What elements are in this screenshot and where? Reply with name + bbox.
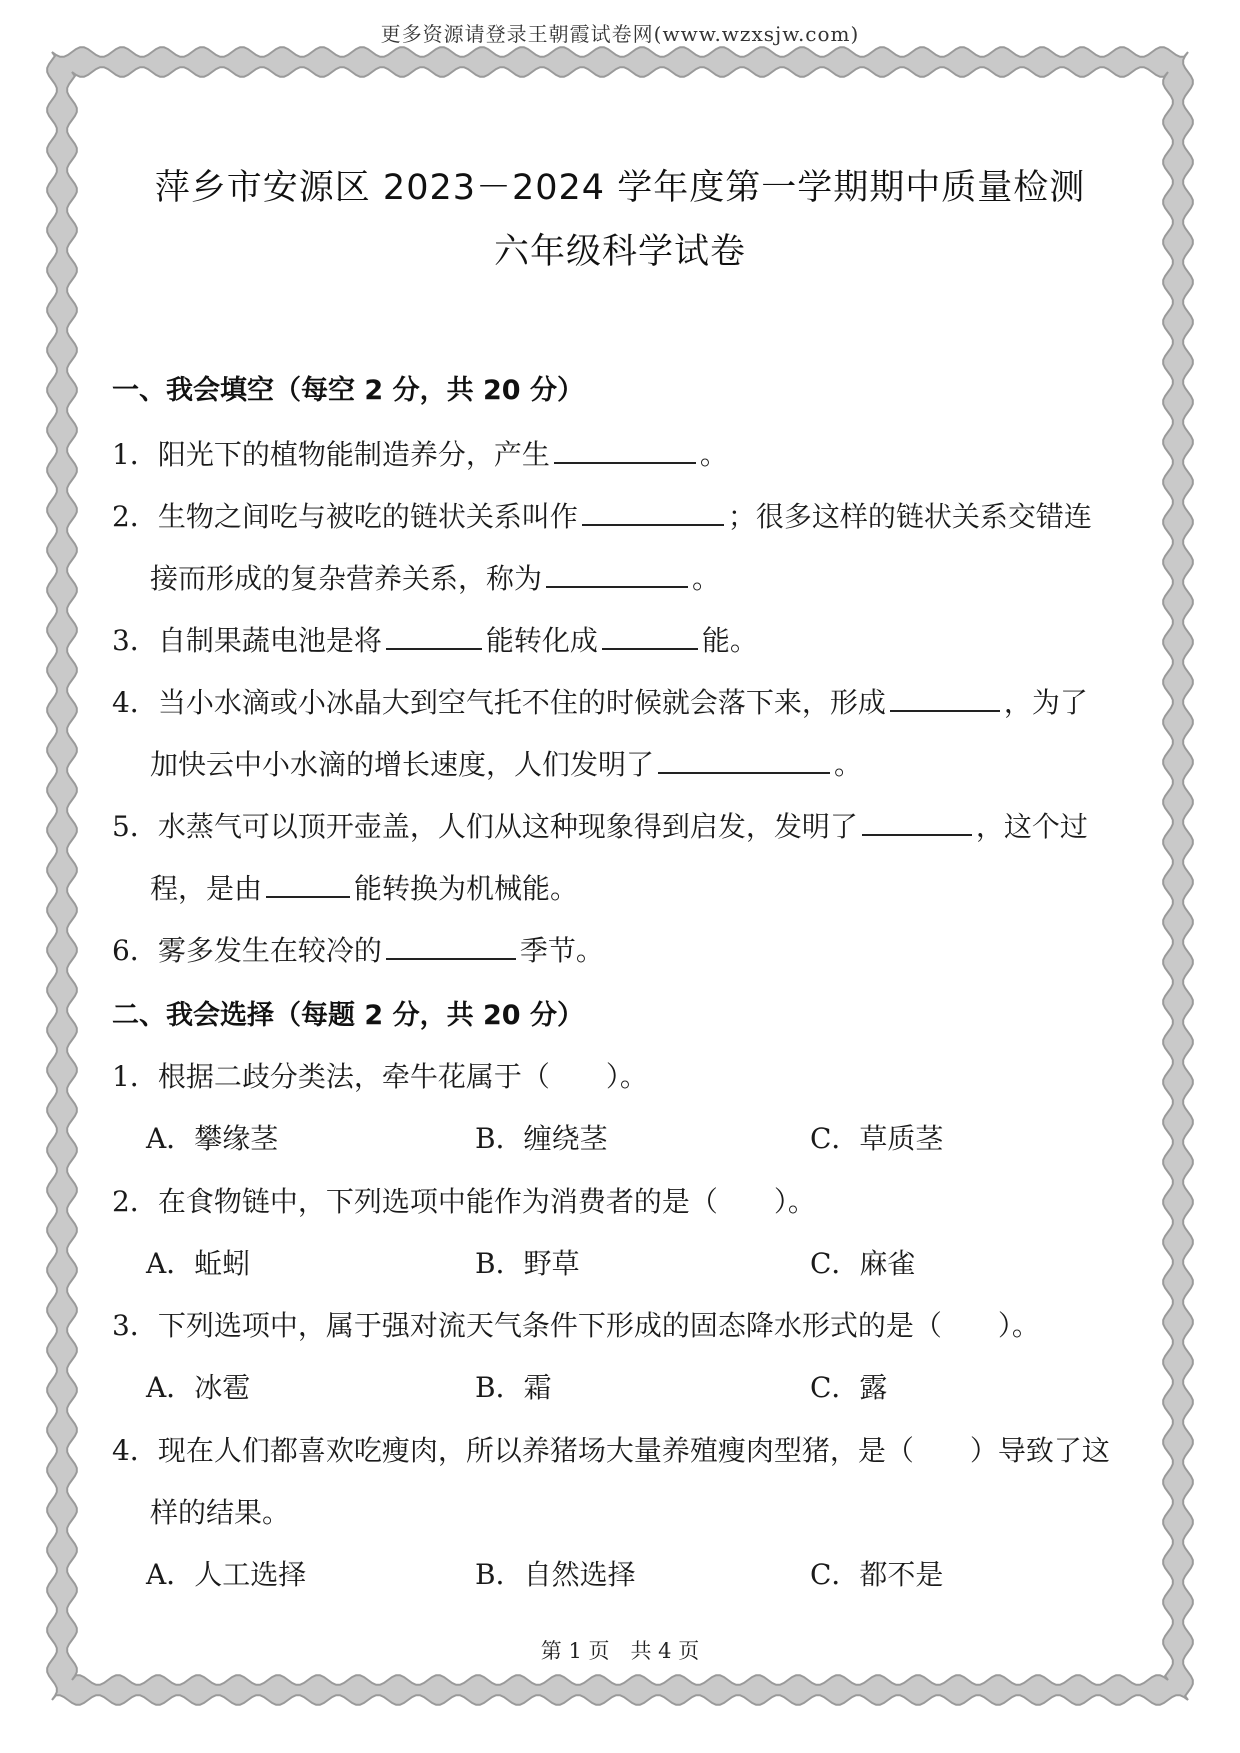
question-choice-3: 3．下列选项中，属于强对流天气条件下形成的固态降水形式的是（ ）。 [112, 1309, 1040, 1342]
answer-blank[interactable] [658, 742, 830, 774]
exam-title: 萍乡市安源区 2023－2024 学年度第一学期期中质量检测 [154, 168, 1086, 208]
question-text: 加快云中小水滴的增长速度，人们发明了 [150, 748, 655, 781]
question-choice-4: 4．现在人们都喜欢吃瘦肉，所以养猪场大量养殖瘦肉型猪，是（ ）导致了这 [112, 1434, 1110, 1467]
question-text: 。 [692, 562, 721, 595]
answer-blank[interactable] [602, 618, 698, 650]
question-fill-1 [112, 432, 728, 473]
question-text: ；很多这样的链状关系交错连 [727, 500, 1092, 533]
question-fill-3 [112, 618, 758, 659]
question-fill-4-cont [150, 742, 862, 783]
question-text: 2．生物之间吃与被吃的链状关系叫作 [112, 500, 578, 533]
question-text: 6．雾多发生在较冷的 [112, 934, 382, 967]
option-b[interactable]: B．自然选择 [475, 1558, 636, 1591]
question-text: 能转化成 [485, 624, 598, 657]
option-a[interactable]: A．人工选择 [146, 1558, 307, 1591]
question-text: ，为了 [1003, 686, 1088, 719]
question-text: 3．自制果蔬电池是将 [112, 624, 382, 657]
answer-blank[interactable] [862, 804, 972, 836]
question-fill-6 [112, 928, 604, 969]
section-heading-fill-in: 一、我会填空（每空 2 分，共 20 分） [112, 375, 584, 406]
question-text: 接而形成的复杂营养关系，称为 [150, 562, 543, 595]
question-fill-2 [112, 494, 1092, 535]
answer-blank[interactable] [890, 680, 1000, 712]
option-a[interactable]: A．攀缘茎 [146, 1122, 279, 1155]
question-text: 季节。 [519, 934, 604, 967]
question-text: 。 [699, 438, 728, 471]
question-text: 。 [834, 748, 863, 781]
answer-blank[interactable] [582, 494, 724, 526]
answer-blank[interactable] [266, 866, 350, 898]
section-heading-choice: 二、我会选择（每题 2 分，共 20 分） [112, 1000, 584, 1031]
option-b[interactable]: B．缠绕茎 [475, 1122, 608, 1155]
question-text: ，这个过 [975, 810, 1088, 843]
option-c[interactable]: C．都不是 [810, 1558, 944, 1591]
question-text: 4．当小水滴或小冰晶大到空气托不住的时候就会落下来，形成 [112, 686, 886, 719]
answer-blank[interactable] [554, 432, 696, 464]
question-fill-5-cont [150, 866, 578, 907]
question-text: 能。 [701, 624, 758, 657]
page-number: 第 1 页 共 4 页 [540, 1639, 700, 1663]
question-choice-1: 1．根据二歧分类法，牵牛花属于（ ）。 [112, 1060, 648, 1093]
question-fill-4 [112, 680, 1088, 721]
answer-blank[interactable] [546, 556, 688, 588]
option-b[interactable]: B．野草 [475, 1247, 580, 1280]
watermark-text: 更多资源请登录王朝霞试卷网(www.wzxsjw.com) [380, 22, 860, 46]
option-c[interactable]: C．露 [810, 1371, 888, 1404]
question-choice-4-cont: 样的结果。 [150, 1496, 291, 1529]
answer-blank[interactable] [386, 928, 516, 960]
question-text: 能转换为机械能。 [354, 872, 579, 905]
question-fill-5 [112, 804, 1088, 845]
question-text: 1．阳光下的植物能制造养分，产生 [112, 438, 550, 471]
question-text: 5．水蒸气可以顶开壶盖，人们从这种现象得到启发，发明了 [112, 810, 858, 843]
option-c[interactable]: C．草质茎 [810, 1122, 944, 1155]
question-choice-2: 2．在食物链中，下列选项中能作为消费者的是（ ）。 [112, 1185, 816, 1218]
exam-subtitle: 六年级科学试卷 [493, 232, 746, 272]
option-b[interactable]: B．霜 [475, 1371, 552, 1404]
option-a[interactable]: A．蚯蚓 [146, 1247, 251, 1280]
option-a[interactable]: A．冰雹 [146, 1371, 251, 1404]
answer-blank[interactable] [386, 618, 482, 650]
question-text: 程，是由 [150, 872, 263, 905]
question-fill-2-cont [150, 556, 720, 597]
option-c[interactable]: C．麻雀 [810, 1247, 916, 1280]
